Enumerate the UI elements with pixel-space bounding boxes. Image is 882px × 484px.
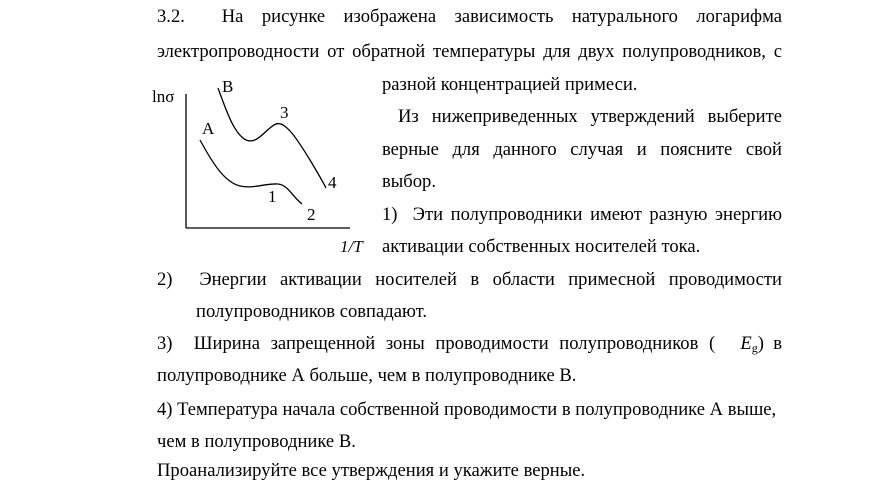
curve-b-label: B — [222, 77, 234, 96]
conductivity-plot — [150, 70, 380, 260]
curve-a — [200, 140, 302, 204]
statement-1-line-2: активации собственных носителей тока. — [382, 236, 701, 257]
point-label-3: 3 — [280, 103, 289, 122]
statement-4-line-1: 4) Температура начала собственной проводимости в полупроводнике А выше, — [157, 399, 777, 420]
problem-intro-line-2: электропроводности от обратной температуры для двух полупроводников, с — [157, 41, 782, 62]
conductivity-figure — [150, 70, 380, 260]
statement-4-line-2: чем в полупроводнике В. — [157, 431, 356, 452]
y-axis-label: lnσ — [152, 87, 175, 106]
statement-3-text-b: ) в — [757, 333, 782, 354]
bandgap-symbol: E — [740, 333, 752, 354]
point-label-1: 1 — [268, 187, 277, 206]
x-axis-label: 1/T — [340, 237, 363, 256]
statement-3-line-1 — [157, 333, 782, 359]
conclusion-line: Проанализируйте все утверждения и укажите верные. — [157, 460, 586, 481]
bandgap-subscript: g — [751, 341, 758, 355]
task-line-3: выбор. — [382, 171, 436, 192]
curve-b — [218, 88, 326, 188]
task-line-1: Из нижеприведенных утверждений выберите — [398, 106, 782, 127]
statement-3-text-a: 3) Ширина запрещенной зоны проводимости полупроводников ( — [157, 333, 716, 354]
statement-2-line-1: 2) Энергии активации носителей в области примесной проводимости — [157, 269, 782, 290]
problem-intro-line-1: 3.2. На рисунке изображена зависимость натурального логарифма — [157, 6, 782, 27]
task-line-2: верные для данного случая и поясните свой — [382, 139, 782, 160]
point-label-2: 2 — [307, 205, 316, 224]
statement-2-line-2: полупроводников совпадают. — [196, 301, 427, 322]
problem-intro-line-3: разной концентрацией примеси. — [382, 74, 638, 95]
point-label-4: 4 — [328, 173, 337, 192]
statement-1-line-1: 1) Эти полупроводники имеют разную энергию — [382, 204, 782, 225]
statement-3-line-2: полупроводнике А больше, чем в полупроводнике В. — [157, 365, 577, 386]
statement-3-tail — [740, 333, 782, 359]
curve-a-label: A — [202, 119, 215, 138]
